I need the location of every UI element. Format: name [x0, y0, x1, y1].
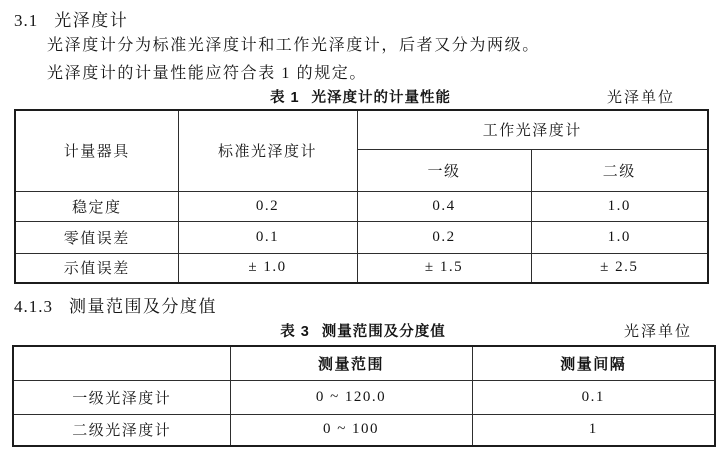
table1-caption-row — [14, 86, 707, 107]
table1-header-grade1: 一级 — [357, 149, 531, 191]
table3-caption-title: 测量范围及分度值 — [321, 324, 446, 340]
table3-header-interval: 测量间隔 — [472, 346, 715, 380]
table1-caption — [270, 90, 451, 106]
table3-row1-interval: 1 — [472, 414, 715, 446]
table3-header-row — [13, 346, 715, 380]
table3-row1-range: 0 ~ 100 — [230, 414, 472, 446]
table3-caption — [280, 324, 446, 340]
table1-caption-title: 光泽度计的计量性能 — [311, 90, 452, 106]
table1-row1-grade1: 0.2 — [357, 221, 531, 253]
table-row — [13, 380, 715, 414]
table3-unit-label: 光泽单位 — [623, 324, 692, 340]
table3-header-range: 测量范围 — [230, 346, 472, 380]
section-heading-3-1 — [14, 6, 128, 31]
table1-caption-label: 表 1 — [269, 90, 300, 106]
table3-caption-label: 表 3 — [280, 324, 310, 340]
table1-row0-label: 稳定度 — [15, 191, 178, 221]
table1-row2-grade1: ± 1.5 — [357, 253, 531, 283]
table1-header-standard: 标准光泽度计 — [178, 110, 357, 191]
table3-header-blank — [13, 346, 230, 380]
table3-row0-interval: 0.1 — [472, 380, 715, 414]
table1-row0-standard: 0.2 — [178, 191, 357, 221]
table-row — [15, 253, 708, 283]
table1-header-row-1 — [15, 110, 708, 149]
table-row — [15, 221, 708, 253]
table1-row1-grade2: 1.0 — [531, 221, 708, 253]
section-heading-4-1-3 — [14, 292, 217, 317]
table3-caption-row — [12, 320, 714, 341]
table-row — [13, 414, 715, 446]
section-number: 3.1 — [14, 11, 39, 30]
table3-row0-label: 一级光泽度计 — [13, 380, 230, 414]
table1-header-grade2: 二级 — [531, 149, 708, 191]
paragraph-line-1: 光泽度计分为标准光泽度计和工作光泽度计，后者又分为两级。 — [47, 37, 540, 54]
table1-header-device: 计量器具 — [15, 110, 178, 191]
table1-row2-standard: ± 1.0 — [178, 253, 357, 283]
table-row — [15, 191, 708, 221]
table1-row1-standard: 0.1 — [178, 221, 357, 253]
section-title: 光泽度计 — [54, 11, 129, 30]
table1-row0-grade2: 1.0 — [531, 191, 708, 221]
table3-row1-label: 二级光泽度计 — [13, 414, 230, 446]
table1-unit-label: 光泽单位 — [606, 90, 675, 106]
table1-metrological-performance — [14, 109, 709, 284]
table1-row2-label: 示值误差 — [15, 253, 178, 283]
table1-row1-label: 零值误差 — [15, 221, 178, 253]
paragraph-line-2: 光泽度计的计量性能应符合表 1 的规定。 — [47, 65, 368, 82]
section-number: 4.1.3 — [14, 297, 53, 316]
table1-row0-grade1: 0.4 — [357, 191, 531, 221]
table1-header-working: 工作光泽度计 — [357, 110, 708, 149]
table3-row0-range: 0 ~ 120.0 — [230, 380, 472, 414]
section-title: 测量范围及分度值 — [69, 297, 217, 316]
table3-measuring-range — [12, 345, 716, 447]
table1-row2-grade2: ± 2.5 — [531, 253, 708, 283]
